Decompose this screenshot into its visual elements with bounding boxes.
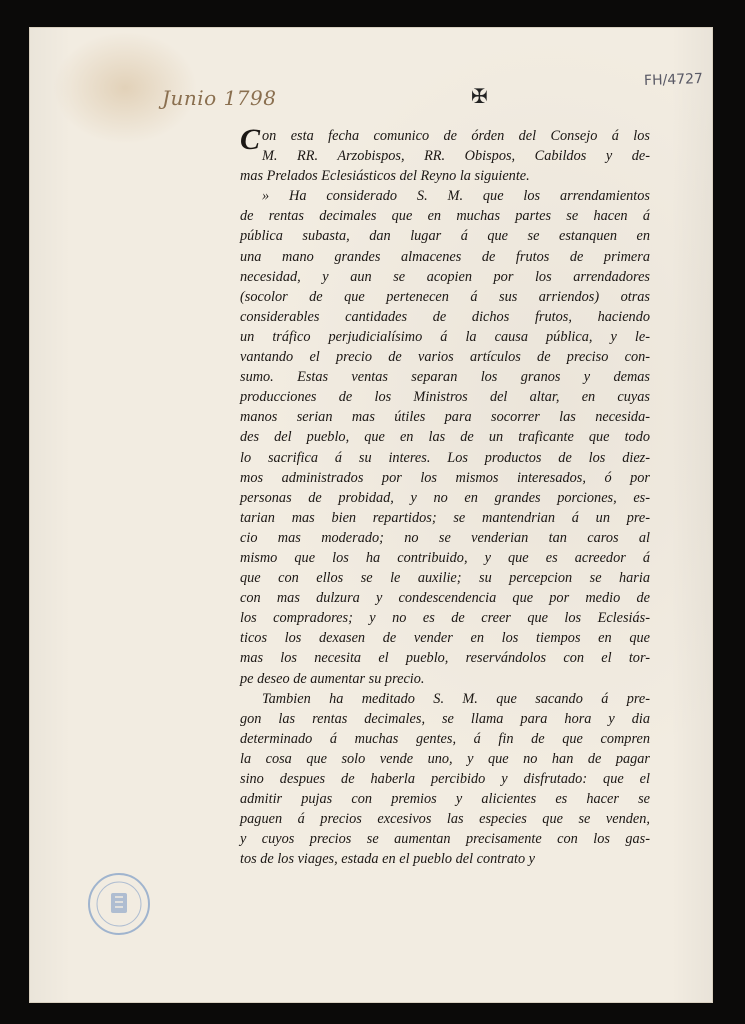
text-line: con mas dulzura y condescendencia que por medio de [240, 590, 650, 607]
text-line: manos serian mas útiles para socorrer las necesida- [240, 409, 650, 426]
text-line: mos administrados por los mismos interesados, ó por [240, 469, 650, 486]
text-line: mismo que los ha contribuido, y que es acreedor á [240, 549, 650, 566]
text-line: producciones de los Ministros del altar, en cuyas [240, 389, 650, 406]
text-line: determinado á muchas gentes, á fin de que compren [240, 730, 650, 747]
text-line: de rentas decimales que en muchas partes se hacen á [240, 208, 650, 225]
text-line: tos de los viages, estada en el pueblo del contrato y [240, 851, 536, 868]
text-line: lo sacrifica á su interes. Los productos de los diez- [240, 449, 650, 466]
text-line: paguen á precios excesivos las especies que se venden, [240, 811, 650, 828]
handwritten-date: Junio 1798 [162, 86, 277, 110]
text-line: los compradores; y no es de creer que los Eclesiás- [240, 610, 650, 627]
text-line: admitir pujas con premios y alicientes es hacer se [240, 791, 650, 808]
library-stamp-icon [86, 871, 152, 937]
text-line: des del pueblo, que en las de un traficante que todo [240, 429, 650, 446]
cross-symbol: ✠ [471, 86, 488, 108]
text-line: sino despues de haberla percibido y disfrutado: que el [240, 771, 650, 787]
text-line: que con ellos se le auxilie; su percepcion se haria [240, 570, 650, 587]
text-line: la cosa que solo vende uno, y que no han de pagar [240, 750, 650, 767]
shelfmark-annotation: FH/4727 [643, 70, 704, 90]
text-line: (socolor de que pertenecen á sus arriendos) otras [240, 288, 650, 305]
text-line: necesidad, y aun se acopien por los arrendadores [240, 268, 650, 285]
text-line: sumo. Estas ventas separan los granos y demas [240, 369, 650, 386]
text-line: » Ha considerado S. M. que los arrendamientos [262, 188, 650, 205]
text-line: M. RR. Arzobispos, RR. Obispos, Cabildos y de- [262, 148, 650, 165]
text-line: mas Prelados Eclesiásticos del Reyno la siguiente. [240, 168, 530, 185]
text-line: ticos los dexasen de vender en los tiempos en que [240, 630, 650, 647]
text-line: tarian mas bien repartidos; se mantendrian á un pre- [240, 509, 650, 526]
text-line: vantando el precio de varios artículos de preciso con- [240, 349, 650, 366]
text-line: considerables cantidades de dichos frutos, haciendo [240, 308, 650, 325]
text-line: Con esta fecha comunico de órden del Consejo á los [240, 123, 650, 156]
text-line: una mano grandes almacenes de frutos de primera [240, 248, 650, 265]
document-body [240, 123, 650, 869]
text-line: personas de probidad, y no en grandes porciones, es- [240, 489, 650, 506]
text-line: Tambien ha meditado S. M. que sacando á pre- [262, 690, 650, 707]
text-line: un tráfico perjudicialísimo á la causa pública, y le- [240, 328, 650, 345]
text-line: mas los necesita el pueblo, reservándolos con el tor- [240, 650, 650, 667]
text-line: cio mas moderado; no se venderian tan caros al [240, 529, 650, 546]
text-line: y cuyos precios se aumentan precisamente con los gas- [240, 831, 650, 848]
text-line: gon las rentas decimales, se llama para hora y dia [240, 710, 650, 727]
text-line: pública subasta, dan lugar á que se estanquen en [240, 228, 650, 245]
text-line: pe deseo de aumentar su precio. [240, 670, 425, 687]
drop-cap: C [240, 123, 261, 156]
